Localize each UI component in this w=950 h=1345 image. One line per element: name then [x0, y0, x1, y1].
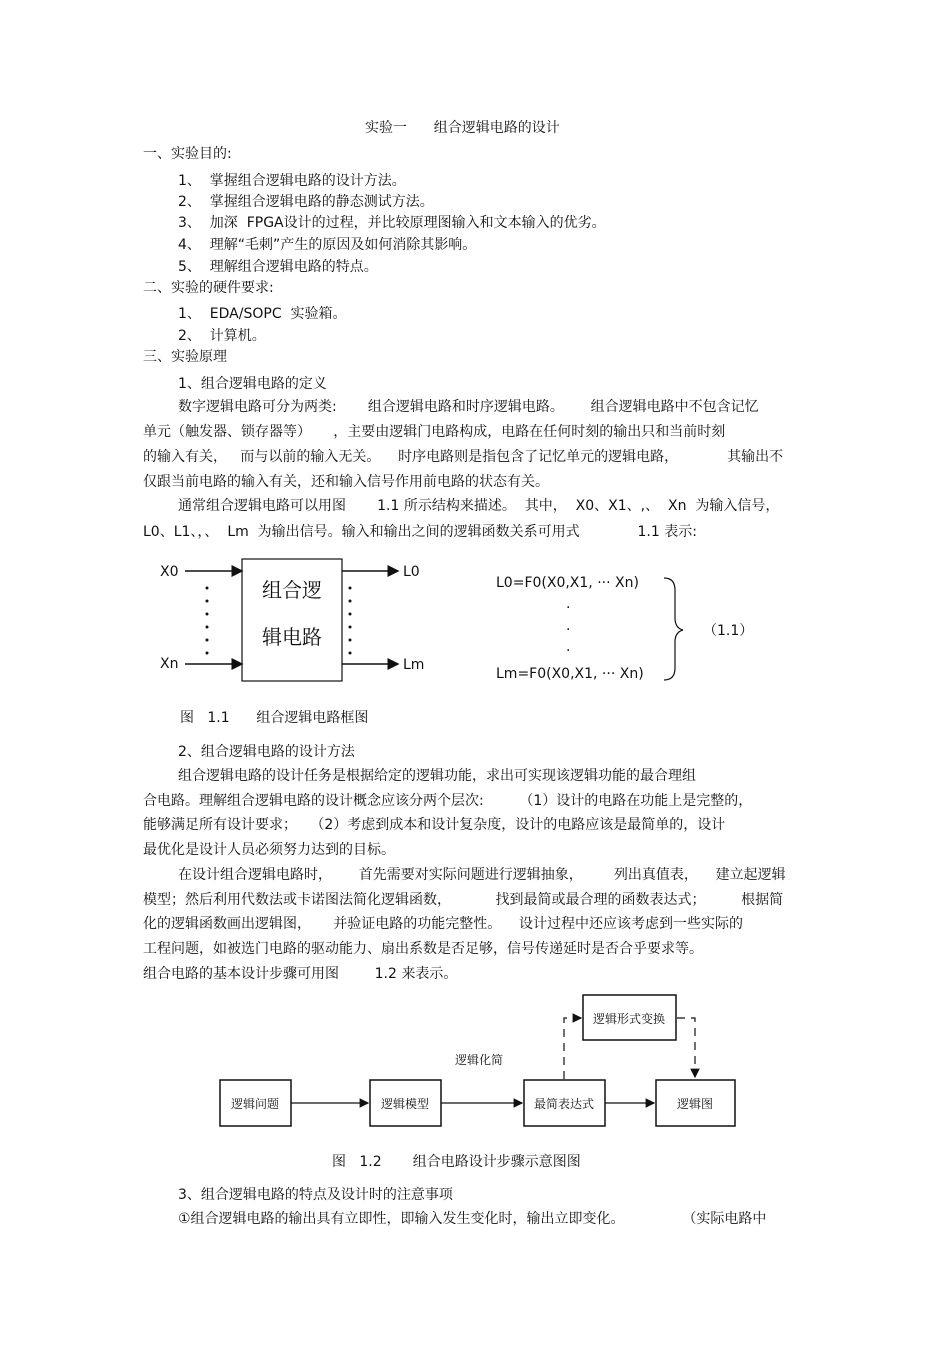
figure-caption-1-2: 图 1.2 组合电路设计步骤示意图图	[332, 1154, 581, 1170]
dashed-arrow-from-transform	[677, 1018, 695, 1077]
paragraph-line: 组合电路的基本设计步骤可用图 1.2 来表示。	[143, 966, 458, 982]
dashed-arrow-to-transform	[564, 1018, 581, 1079]
equation-last: Lm=F0(X0,X1, ··· Xn)	[496, 666, 644, 682]
paragraph-line: 合电路。理解组合逻辑电路的设计概念应该分两个层次: （1）设计的电路在功能上是完整的，	[143, 793, 753, 809]
equation-dot: .	[566, 618, 571, 634]
figure-caption-1-1: 图 1.1 组合逻辑电路框图	[180, 710, 369, 726]
paragraph-line: 化的逻辑函数画出逻辑图， 并验证电路的功能完整性。 设计过程中还应该考虑到一些实际的	[143, 916, 744, 932]
subheading-design-method: 2、组合逻辑电路的设计方法	[178, 744, 355, 760]
list-item: 1、 掌握组合逻辑电路的设计方法。	[178, 173, 406, 189]
input-label-xn: Xn	[160, 656, 179, 672]
label-logic-simplify: 逻辑化简	[454, 1053, 504, 1067]
section-heading-hardware: 二、实验的硬件要求:	[143, 280, 274, 296]
paragraph-line: 的输入有关， 而与以前的输入无关。 时序电路则是指包含了记忆单元的逻辑电路， 其输出不	[143, 449, 784, 465]
list-item: 2、 掌握组合逻辑电路的静态测试方法。	[178, 194, 434, 210]
output-label-l0: L0	[403, 564, 420, 580]
input-label-x0: X0	[160, 564, 179, 580]
list-item: 5、 理解组合逻辑电路的特点。	[178, 259, 378, 275]
paragraph-line: L0、L1、，、 Lm 为输出信号。输入和输出之间的逻辑函数关系可用式 1.1 表示:	[143, 524, 697, 540]
paragraph-line: 仅跟当前电路的输入有关，还和输入信号作用前电路的状态有关。	[143, 474, 549, 490]
paragraph-line: 模型；然后利用代数法或卡诺图法简化逻辑函数， 找到最简或最合理的函数表达式； 根据简	[143, 892, 784, 908]
paragraph-line: 工程问题，如被选门电路的驱动能力、扇出系数是否足够，信号传递延时是否合乎要求等。	[143, 941, 703, 957]
section-heading-purpose: 一、实验目的:	[143, 146, 232, 162]
equation-dot: .	[566, 639, 571, 655]
output-label-lm: Lm	[403, 657, 425, 673]
list-item: 2、 计算机。	[178, 328, 266, 344]
box-logic-transform-label: 逻辑形式变换	[592, 1012, 666, 1026]
box-simplest-expression-label: 最简表达式	[533, 1097, 595, 1111]
paragraph-line: 在设计组合逻辑电路时， 首先需要对实际问题进行逻辑抽象， 列出真值表， 建立起逻辑	[178, 867, 786, 883]
page-title: 实验一 组合逻辑电路的设计	[365, 120, 560, 136]
paragraph-line: 单元（触发器、锁存器等） ，主要由逻辑门电路构成，电路在任何时刻的输出只和当前时刻	[143, 424, 726, 440]
paragraph-line: 组合逻辑电路的设计任务是根据给定的逻辑功能，求出可实现该逻辑功能的最合理组	[178, 768, 696, 784]
subheading-features: 3、组合逻辑电路的特点及设计时的注意事项	[178, 1187, 453, 1203]
equation-dot: .	[566, 596, 571, 612]
paragraph-line: 通常组合逻辑电路可以用图 1.1 所示结构来描述。 其中， X0、X1、,、 Xn 为输入信号，	[178, 498, 780, 514]
paragraph-line: 数字逻辑电路可分为两类: 组合逻辑电路和时序逻辑电路。 组合逻辑电路中不包含记忆	[178, 399, 759, 415]
paragraph-line: 最优化是设计人员必须努力达到的目标。	[143, 842, 395, 858]
section-heading-principle: 三、实验原理	[143, 349, 227, 365]
paragraph-line: ①组合逻辑电路的输出具有立即性，即输入发生变化时，输出立即变化。 （实际电路中	[178, 1211, 767, 1227]
box-logic-problem-label: 逻辑问题	[230, 1097, 280, 1111]
box-label-line2: 辑电路	[262, 625, 322, 649]
list-item: 1、 EDA/SOPC 实验箱。	[178, 306, 347, 322]
box-logic-diagram-label: 逻辑图	[676, 1097, 714, 1111]
box-label-line1: 组合逻	[262, 578, 322, 602]
equation-first: L0=F0(X0,X1, ··· Xn)	[496, 575, 639, 591]
box-logic-model-label: 逻辑模型	[380, 1097, 430, 1111]
equation-number: （1.1）	[703, 623, 754, 639]
list-item: 3、 加深 FPGA设计的过程，并比较原理图输入和文本输入的优劣。	[178, 215, 606, 231]
paragraph-line: 能够满足所有设计要求； （2）考虑到成本和设计复杂度，设计的电路应该是最简单的，设计	[143, 817, 726, 833]
list-item: 4、 理解“毛刺”产生的原因及如何消除其影响。	[178, 237, 477, 253]
subheading-definition: 1、组合逻辑电路的定义	[178, 376, 327, 392]
